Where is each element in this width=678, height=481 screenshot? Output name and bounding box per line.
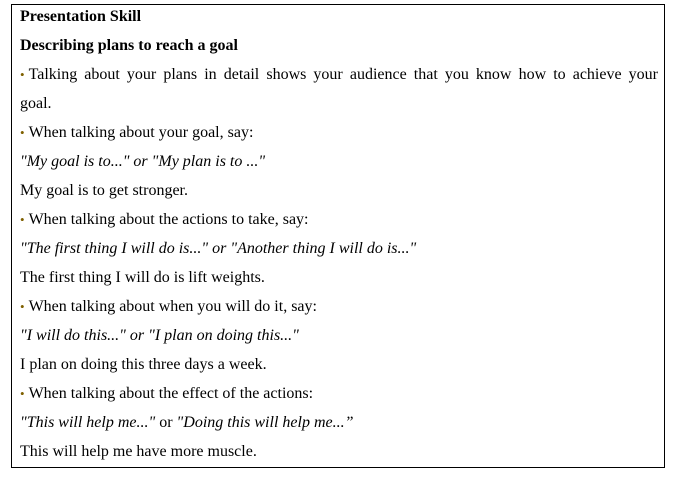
section-phrases [20,413,658,433]
section-example: I plan on doing this three days a week. [20,356,267,373]
section-prompt [20,210,658,230]
prompt-text: When talking about your goal, say: [28,124,254,141]
phrase-b: "Doing this will help me...” [176,414,354,431]
bullet-icon: • [20,212,25,227]
section-phrases: "My goal is to..." or "My plan is to ..." [20,153,266,170]
intro-line-2: goal. [20,95,52,112]
section-prompt [20,297,658,317]
section-phrases: "The first thing I will do is..." or "Another thing I will do is..." [20,240,417,257]
bullet-icon: • [20,386,25,401]
section-prompt [20,123,658,143]
presentation-skill-box [11,4,665,468]
prompt-text: When talking about the actions to take, say: [28,211,309,228]
section-phrases: "I will do this..." or "I plan on doing this..." [20,327,299,344]
bullet-icon: • [20,125,25,140]
page-title: Presentation Skill [20,8,142,25]
phrase-a: "This will help me..." [20,414,156,431]
prompt-text: When talking about when you will do it, say: [28,298,317,315]
section-example: This will help me have more muscle. [20,443,257,460]
section-prompt [20,384,658,404]
section-example: My goal is to get stronger. [20,182,188,199]
bullet-icon: • [20,67,25,82]
bullet-icon: • [20,299,25,314]
prompt-text: When talking about the effect of the actions: [28,385,314,402]
intro-line-1 [20,65,658,85]
phrase-connector: or [159,414,173,431]
section-example: The first thing I will do is lift weights. [20,269,265,286]
intro-text: Talking about your plans in detail shows your audience that you know how to achieve your [28,66,658,83]
page-subtitle: Describing plans to reach a goal [20,37,238,54]
